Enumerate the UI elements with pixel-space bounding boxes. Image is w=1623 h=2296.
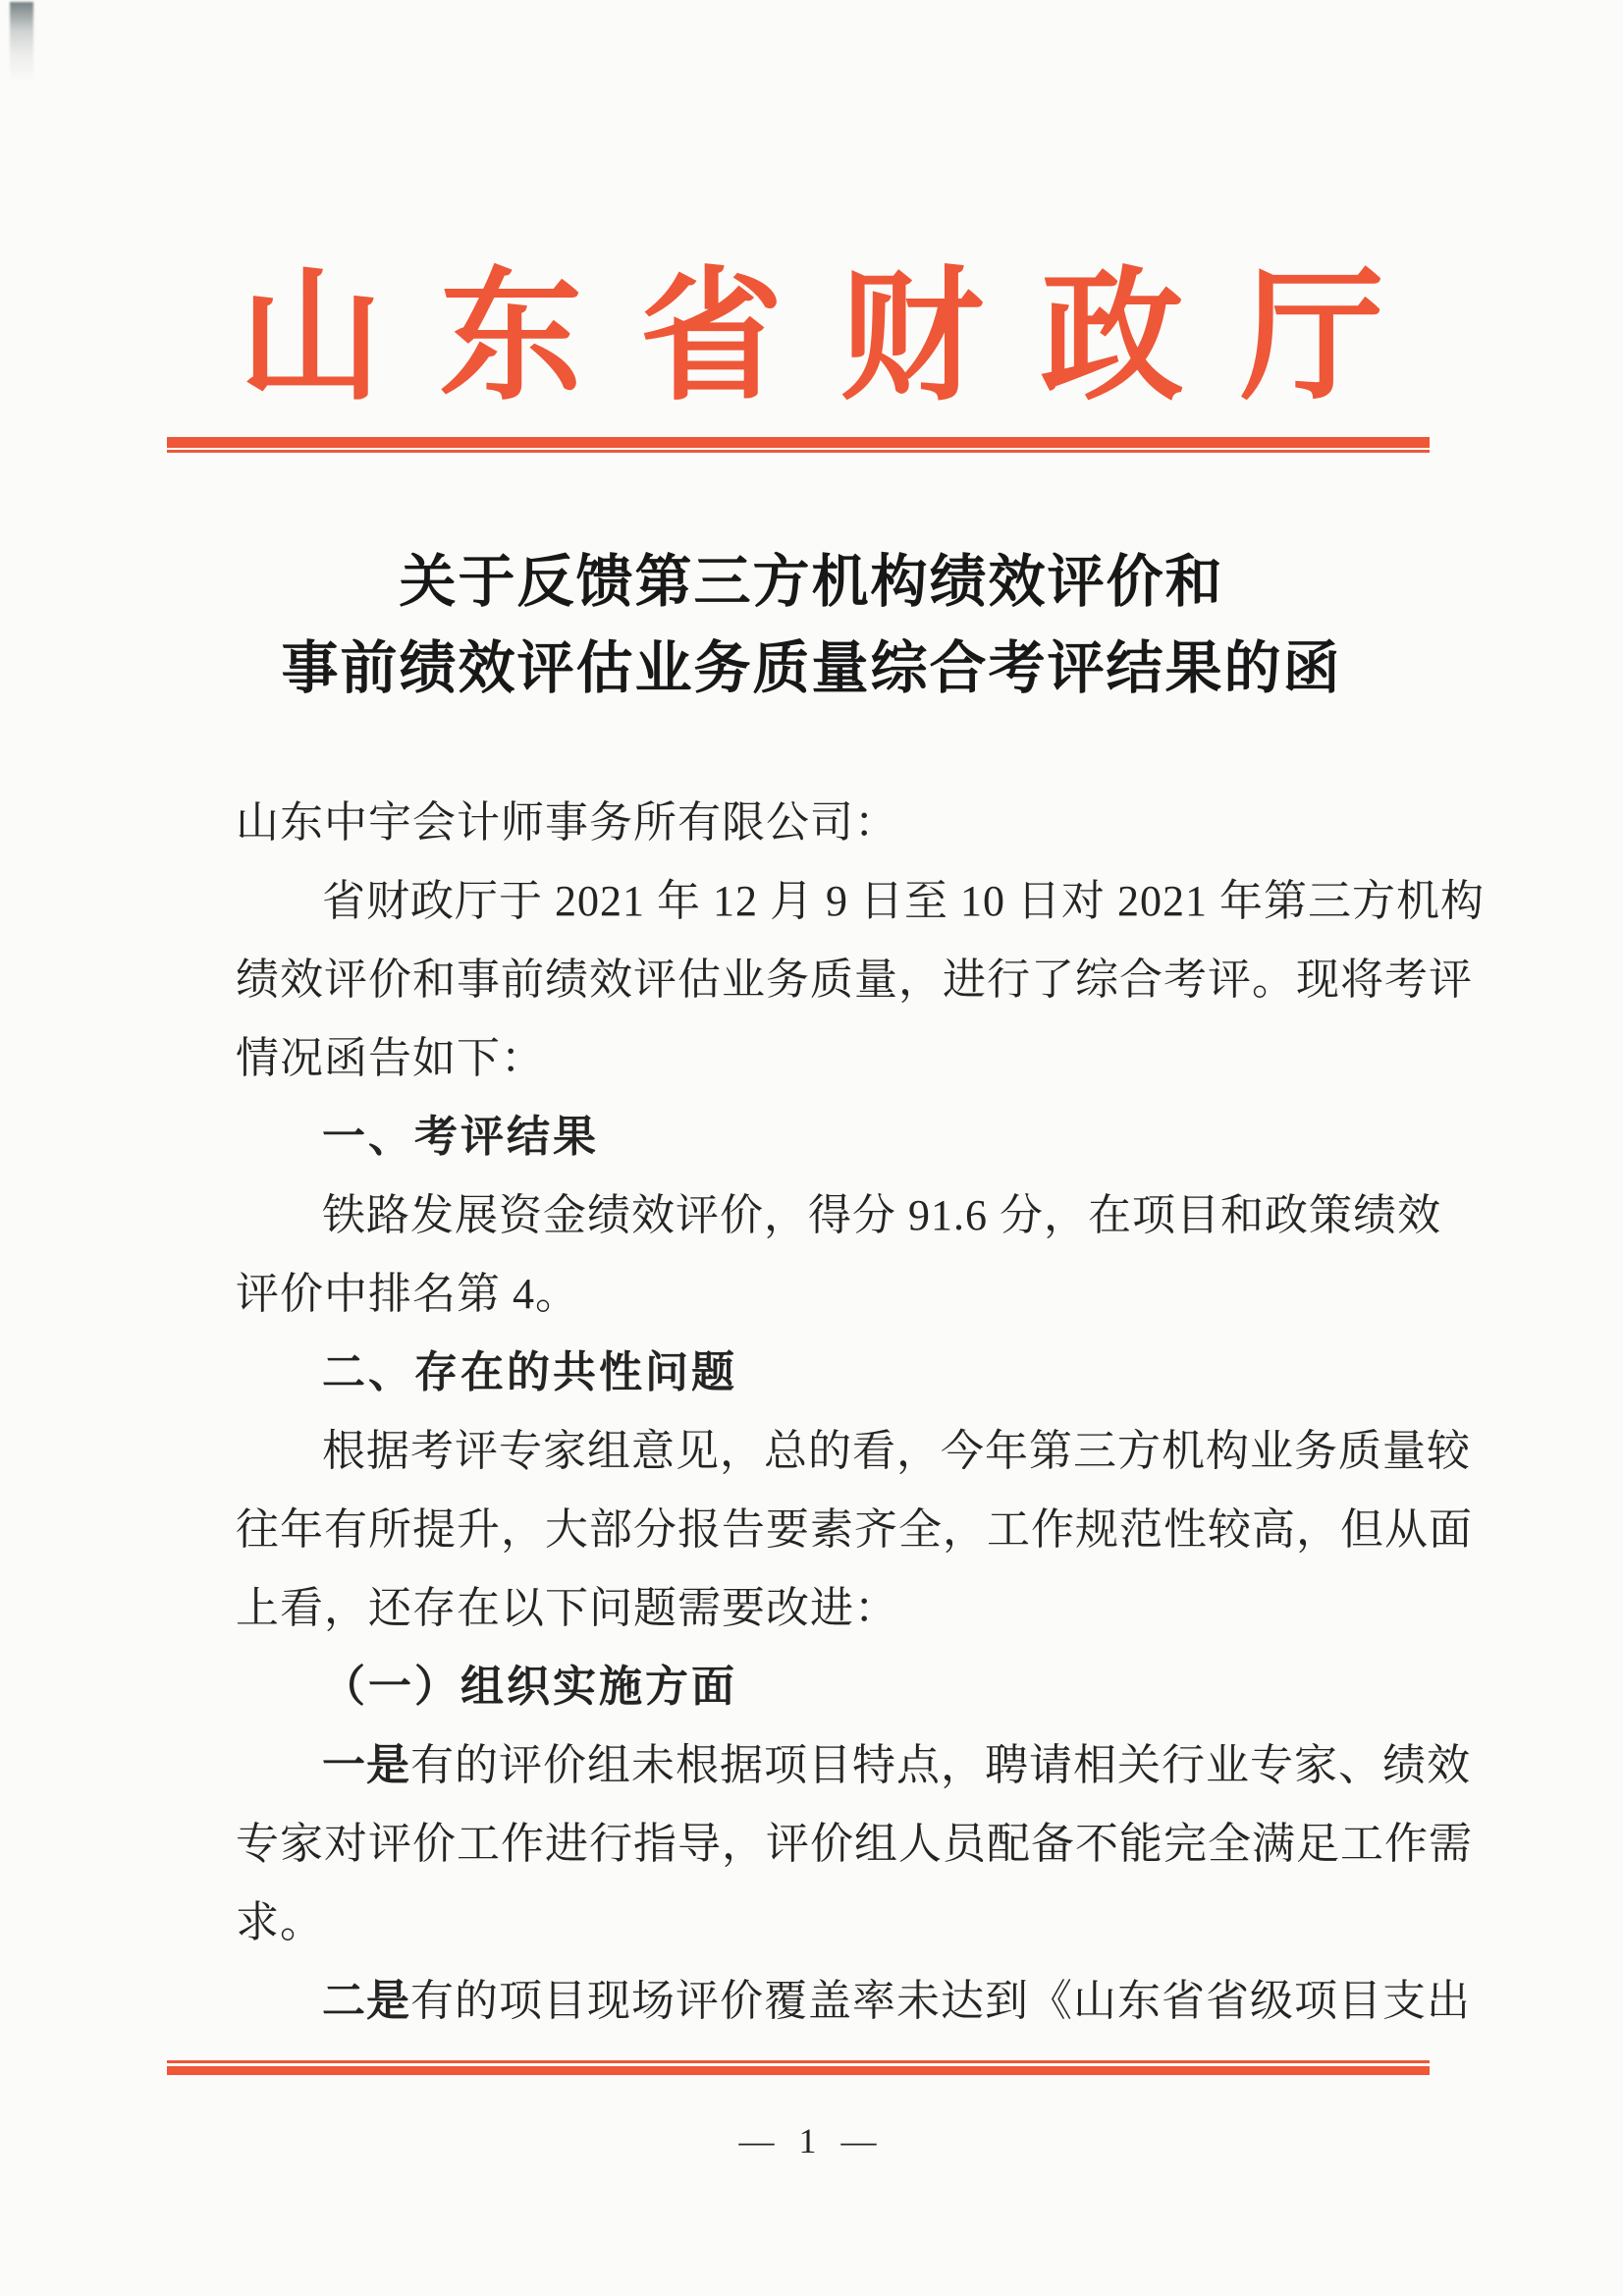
body-line: 绩效评价和事前绩效评估业务质量，进行了综合考评。现将考评 [236, 956, 1473, 1004]
body-heading-line: 二、存在的共性问题 [322, 1348, 737, 1396]
body-text [236, 784, 1483, 2041]
document-title-line1: 关于反馈第三方机构绩效评价和 [399, 550, 1224, 614]
document-title [0, 539, 1623, 712]
body-heading-line: 一、考评结果 [322, 1113, 599, 1161]
body-heading-line: （一）组织实施方面 [322, 1663, 737, 1711]
body-line: 根据考评专家组意见，总的看，今年第三方机构业务质量较 [322, 1427, 1471, 1475]
page-number: — 1 — [738, 2121, 885, 2160]
body-line: 山东中宇会计师事务所有限公司： [236, 798, 898, 847]
body-line: 求。 [236, 1898, 324, 1946]
red-rule-bottom [167, 2060, 1430, 2075]
body-line: 二是有的项目现场评价覆盖率未达到《山东省省级项目支出 [322, 1977, 1471, 2025]
body-line: 情况函告如下： [236, 1034, 545, 1082]
body-line: 评价中排名第 4。 [236, 1270, 579, 1318]
body-line: 上看，还存在以下问题需要改进： [236, 1584, 898, 1632]
scan-artifact-mark [10, 2, 33, 82]
body-line: 铁路发展资金绩效评价，得分 91.6 分，在项目和政策绩效 [322, 1191, 1441, 1239]
issuer-name: 山东省财政厅 [239, 258, 1441, 417]
body-line: 一是有的评价组未根据项目特点，聘请相关行业专家、绩效 [322, 1741, 1471, 1789]
body-line: 专家对评价工作进行指导，评价组人员配备不能完全满足工作需 [236, 1820, 1473, 1868]
bold-lead-text: 一是 [322, 1741, 410, 1789]
red-rule-top [167, 437, 1430, 453]
body-line: 往年有所提升，大部分报告要素齐全，工作规范性较高，但从面 [236, 1505, 1473, 1554]
document-title-line2: 事前绩效评估业务质量综合考评结果的函 [281, 636, 1342, 700]
bold-lead-text: 二是 [322, 1977, 410, 2025]
body-line: 省财政厅于 2021 年 12 月 9 日至 10 日对 2021 年第三方机构 [322, 877, 1485, 925]
